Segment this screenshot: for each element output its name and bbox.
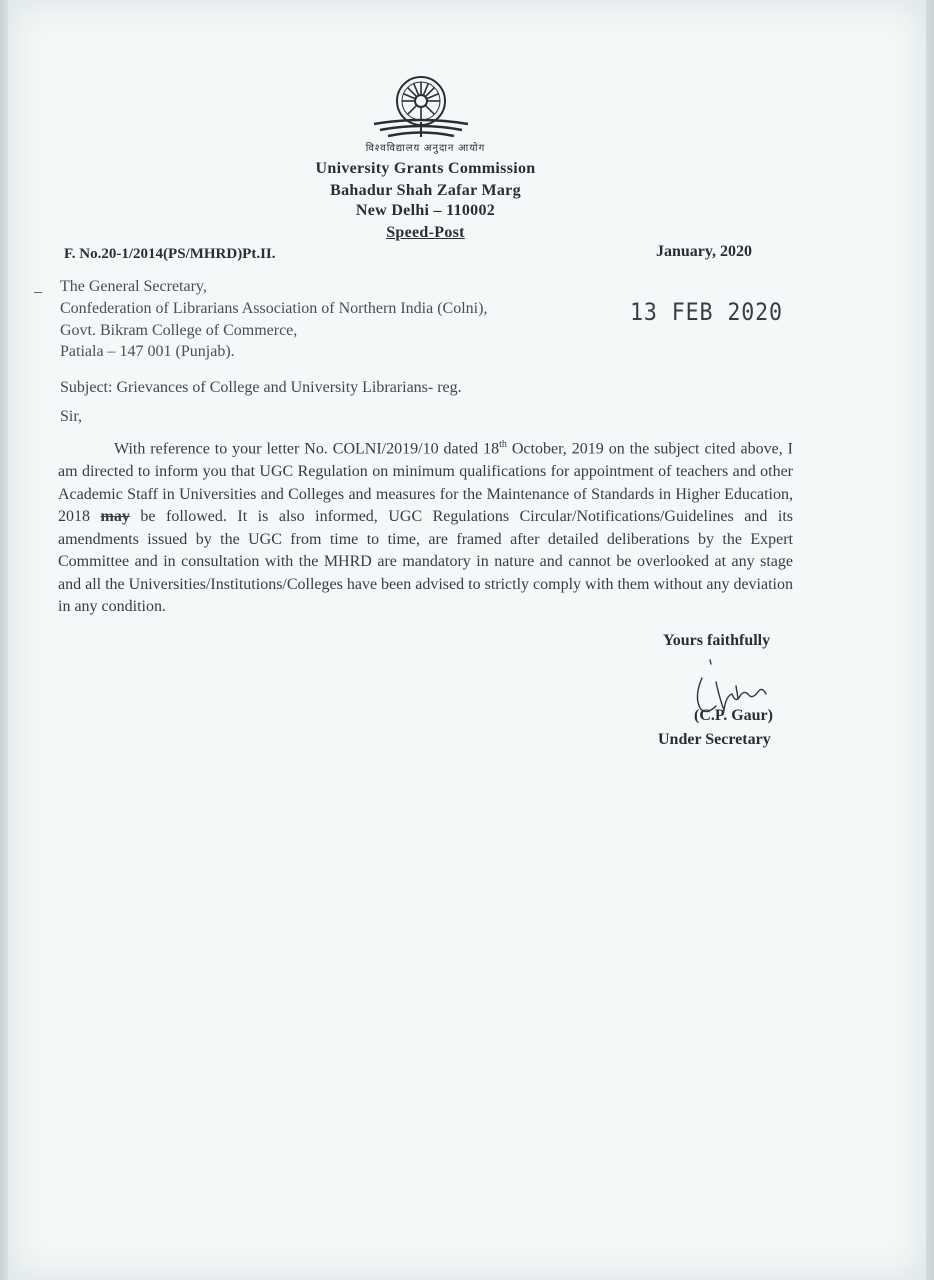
letterhead-address-line1: Bahadur Shah Zafar Marg (330, 182, 521, 199)
letterhead-address-line2: New Delhi – 110002 (355, 202, 496, 219)
recipient-line-2: Confederation of Librarians Association of Northern India (Colni), (60, 300, 488, 317)
struck-word: may (100, 508, 130, 526)
signatory-designation: Under Secretary (658, 731, 771, 748)
letter-body (58, 434, 793, 619)
body-part-2: October, 2019 on the subject cited above, I am directed to inform you that UGC Regulation on minimum qualifications for appointment of teachers and other Academic Staff in Universities and Colleges and measures for the Maintenance of Standards in Higher Education, 2018 (58, 440, 793, 526)
dispatch-mode: Speed-Post (386, 224, 465, 241)
signatory-name: (C.P. Gaur) (694, 707, 773, 724)
letterhead-organisation: University Grants Commission (315, 160, 536, 177)
recipient-line-1: The General Secretary, (60, 278, 207, 295)
body-part-1: With reference to your letter No. COLNI/2019/10 dated 18 (114, 440, 500, 458)
received-date-stamp: 13 FEB 2020 (630, 298, 783, 326)
letter-date: January, 2020 (656, 243, 753, 260)
letter-sheet (8, 0, 926, 1280)
file-number: F. No.20-1/2014(PS/MHRD)Pt.II. (64, 246, 276, 262)
ugc-emblem-icon (366, 74, 476, 142)
letterhead-hindi-name: विश्वविद्यालय अनुदान आयोग (365, 143, 486, 154)
salutation: Sir, (60, 408, 83, 425)
recipient-line-3: Govt. Bikram College of Commerce, (60, 322, 298, 339)
recipient-line-4: Patiala – 147 001 (Punjab). (60, 343, 235, 360)
subject-line: Subject: Grievances of College and University Librarians- reg. (60, 379, 462, 396)
body-superscript: th (499, 439, 507, 450)
body-part-3: be followed. It is also informed, UGC Regulations Circular/Notifications/Guidelines and its amendments issued by the UGC from time to time, are framed after detailed deliberations by the Expert Committee and in consultation with the MHRD are mandatory in nature and cannot be overlooked at any stage and all the Universities/Institutions/Colleges have been advised to strictly comply with them without any deviation in any condition. (58, 508, 794, 616)
closing-phrase: Yours faithfully (663, 632, 771, 649)
margin-mark (34, 292, 42, 293)
